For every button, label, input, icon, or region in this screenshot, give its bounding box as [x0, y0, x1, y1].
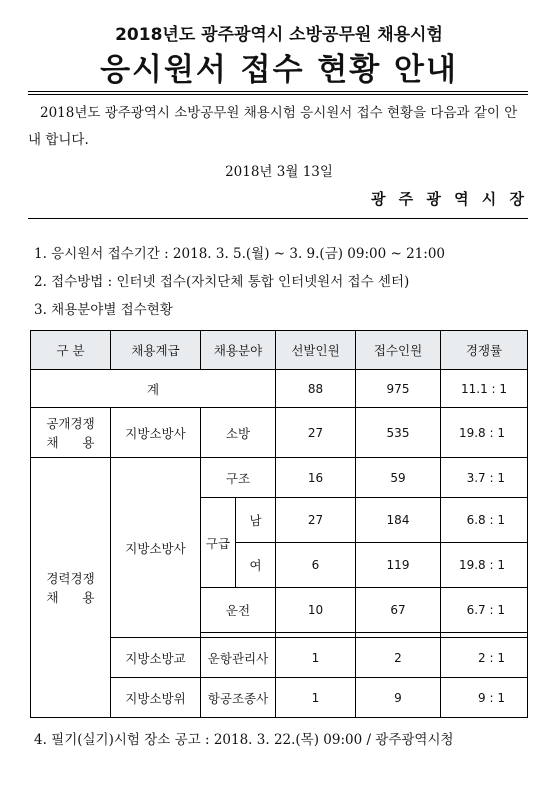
female-label: 여	[236, 543, 276, 588]
wi-selected: 1	[276, 678, 356, 718]
driving-applicants: 67	[356, 588, 441, 633]
gyo-applicants: 2	[356, 638, 441, 678]
open-applicants: 535	[356, 408, 441, 458]
career-rank-sa: 지방소방사	[111, 458, 201, 638]
wi-applicants: 9	[356, 678, 441, 718]
rescue-ratio: 3.7 : 1	[441, 458, 528, 498]
open-rank: 지방소방사	[111, 408, 201, 458]
table-header-row	[31, 331, 528, 370]
title-divider-top	[28, 91, 528, 92]
application-status-table	[30, 330, 528, 718]
open-division: 공개경쟁 채 용	[31, 408, 111, 458]
male-applicants: 184	[356, 498, 441, 543]
intro-paragraph: 2018년도 광주광역시 소방공무원 채용시험 응시원서 접수 현황을 다음과 같이 안내 합니다.	[28, 105, 518, 148]
header-division: 구 분	[31, 331, 111, 370]
male-selected: 27	[276, 498, 356, 543]
total-applicants: 975	[356, 370, 441, 408]
header-selected: 선발인원	[276, 331, 356, 370]
female-applicants: 119	[356, 543, 441, 588]
document-title: 응시원서 접수 현황 안내	[100, 52, 458, 88]
wi-rank: 지방소방위	[111, 678, 201, 718]
item-exam-venue-notice: 4. 필기(실기)시험 장소 공고 : 2018. 3. 22.(목) 09:00 / 광주광역시청	[34, 732, 454, 748]
table-row-total	[31, 370, 528, 408]
career-division: 경력경쟁 채 용	[31, 458, 111, 718]
header-applicants: 접수인원	[356, 331, 441, 370]
male-label: 남	[236, 498, 276, 543]
item-application-method: 2. 접수방법 : 인터넷 접수(자치단체 통합 인터넷원서 접수 센터)	[34, 274, 410, 290]
title-divider-bottom	[28, 94, 528, 95]
total-label: 계	[31, 370, 276, 408]
female-selected: 6	[276, 543, 356, 588]
table-row-open-competition	[31, 408, 528, 458]
issuer-name: 광 주 광 역 시 장	[370, 190, 528, 208]
female-ratio: 19.8 : 1	[441, 543, 528, 588]
gyo-ratio: 2 : 1	[441, 638, 528, 678]
gyo-rank: 지방소방교	[111, 638, 201, 678]
wi-ratio: 9 : 1	[441, 678, 528, 718]
rescue-applicants: 59	[356, 458, 441, 498]
rescue-field: 구조	[201, 458, 276, 498]
open-selected: 27	[276, 408, 356, 458]
issuer-divider	[28, 218, 528, 219]
header-field: 채용분야	[201, 331, 276, 370]
gyo-selected: 1	[276, 638, 356, 678]
header-rank: 채용계급	[111, 331, 201, 370]
gyo-field: 운항관리사	[201, 638, 276, 678]
item-application-period: 1. 응시원서 접수기간 : 2018. 3. 5.(월) ~ 3. 9.(금) 09:00 ~ 21:00	[34, 246, 446, 262]
header-ratio: 경쟁률	[441, 331, 528, 370]
male-ratio: 6.8 : 1	[441, 498, 528, 543]
total-selected: 88	[276, 370, 356, 408]
driving-field: 운전	[201, 588, 276, 633]
driving-selected: 10	[276, 588, 356, 633]
wi-field: 항공조종사	[201, 678, 276, 718]
driving-ratio: 6.7 : 1	[441, 588, 528, 633]
rescue-selected: 16	[276, 458, 356, 498]
open-ratio: 19.8 : 1	[441, 408, 528, 458]
table-row-career-rescue	[31, 458, 528, 498]
total-ratio: 11.1 : 1	[441, 370, 528, 408]
item-status-heading: 3. 채용분야별 접수현황	[34, 302, 173, 318]
open-field: 소방	[201, 408, 276, 458]
announcement-date: 2018년 3월 13일	[225, 164, 333, 180]
emergency-field: 구급	[201, 498, 236, 588]
document-subtitle: 2018년도 광주광역시 소방공무원 채용시험	[115, 25, 443, 45]
